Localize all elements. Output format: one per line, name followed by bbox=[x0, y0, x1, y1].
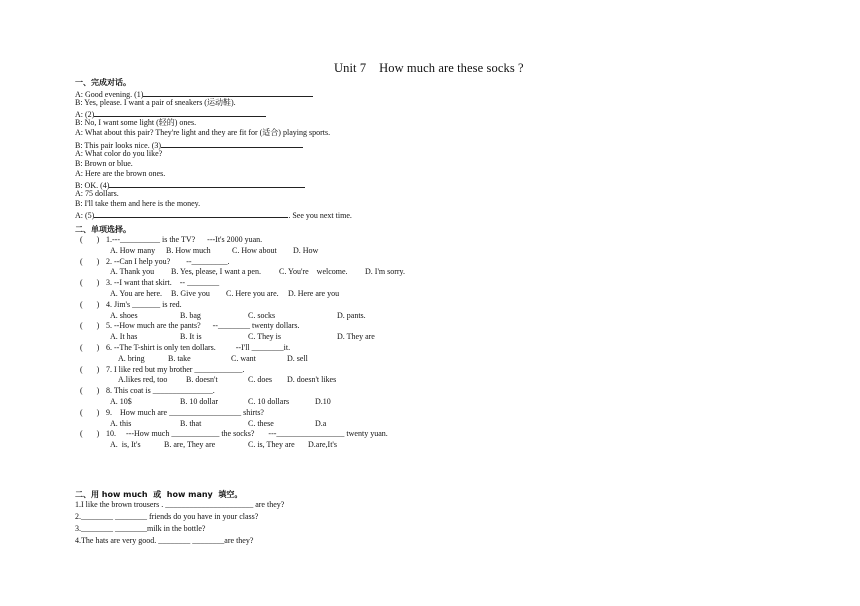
answer-parenthesis[interactable]: ( ) bbox=[80, 386, 100, 396]
dialogue-line bbox=[75, 98, 236, 108]
section3-heading: 二、用 how much 或 how many 填空。 bbox=[75, 490, 243, 499]
question-text: 8. This coat is _______________. bbox=[106, 386, 215, 396]
dialogue-text: A: What about this pair? They're light and they are fit for (适合) playing sports. bbox=[75, 128, 331, 138]
answer-option[interactable]: B. doesn't bbox=[186, 375, 218, 385]
answer-blank[interactable] bbox=[161, 139, 303, 148]
answer-option[interactable]: D. Here are you bbox=[288, 289, 340, 298]
dialogue-line bbox=[75, 169, 165, 179]
dialogue-text: A: Good evening. (1) bbox=[75, 90, 144, 99]
answer-option[interactable]: C. socks bbox=[248, 310, 276, 320]
answer-option[interactable]: C. Here you are. bbox=[226, 289, 279, 298]
dialogue-text: A: Here are the brown ones. bbox=[75, 168, 166, 178]
dialogue-text: A: What color do you like? bbox=[75, 148, 163, 158]
answer-option[interactable]: A. shoes bbox=[110, 310, 138, 320]
fill-in-line: 1.I like the brown trousers . ______________________ are they? bbox=[75, 500, 285, 509]
dialogue-text: B: This pair looks nice. (3) bbox=[75, 140, 162, 150]
answer-option[interactable]: B. It is bbox=[180, 332, 202, 342]
answer-parenthesis[interactable]: ( ) bbox=[80, 364, 100, 374]
page-title: Unit 7 How much are these socks ? bbox=[334, 61, 524, 75]
question-text: 6. --The T-shirt is only ten dollars. --I'll ________it. bbox=[106, 343, 291, 352]
answer-option[interactable]: D.a bbox=[315, 418, 327, 428]
fill-in-line: 4.The hats are very good. ________ ________are they? bbox=[75, 536, 254, 546]
answer-option[interactable]: B. 10 dollar bbox=[180, 397, 218, 406]
answer-parenthesis[interactable]: ( ) bbox=[80, 321, 100, 331]
fill-in-line: 3.________ ________milk in the bottle? bbox=[75, 524, 206, 534]
section2-heading: 二、单项选择。 bbox=[75, 225, 131, 234]
answer-blank[interactable] bbox=[143, 88, 313, 97]
question-text: 10. ---How much ____________ the socks? ---_________________ twenty yuan. bbox=[106, 429, 388, 439]
answer-option[interactable]: B. take bbox=[168, 353, 191, 363]
answer-option[interactable]: B. that bbox=[180, 418, 202, 428]
answer-option[interactable]: A. You are here. bbox=[110, 289, 162, 298]
answer-option[interactable]: A. is, It's bbox=[110, 440, 141, 450]
question-text: 3. --I want that skirt. -- ________ bbox=[106, 278, 220, 288]
section1-heading: 一、完成对话。 bbox=[75, 78, 131, 87]
answer-option[interactable]: A. Thank you bbox=[110, 267, 155, 277]
answer-parenthesis[interactable]: ( ) bbox=[80, 278, 100, 288]
question-text: 1.---__________ is the TV? ---It's 2000 yuan. bbox=[106, 235, 263, 244]
answer-option[interactable]: B. Yes, please, I want a pen. bbox=[171, 267, 261, 277]
answer-parenthesis[interactable]: ( ) bbox=[80, 343, 100, 352]
answer-option[interactable]: C. is, They are bbox=[248, 440, 295, 450]
answer-option[interactable]: B. How much bbox=[166, 245, 211, 255]
dialogue-text: B: I'll take them and here is the money. bbox=[75, 199, 201, 209]
answer-option[interactable]: D. How bbox=[293, 245, 319, 255]
dialogue-text: B: OK. (4) bbox=[75, 180, 110, 190]
dialogue-text: A: (5) bbox=[75, 211, 95, 221]
answer-parenthesis[interactable]: ( ) bbox=[80, 299, 100, 309]
dialogue-text: A: (2) bbox=[75, 110, 95, 120]
dialogue-line bbox=[75, 199, 200, 209]
question-text: 9. How much are __________________ shirts? bbox=[106, 407, 264, 417]
dialogue-line bbox=[75, 209, 352, 221]
answer-option[interactable]: B. bag bbox=[180, 310, 201, 320]
question-text: 5. --How much are the pants? --________ twenty dollars. bbox=[106, 321, 300, 331]
dialogue-line bbox=[75, 118, 196, 128]
dialogue-text: B: Brown or blue. bbox=[75, 158, 133, 168]
answer-option[interactable]: D. sell bbox=[287, 353, 308, 363]
answer-option[interactable]: A.likes red, too bbox=[118, 375, 168, 385]
question-text: 7. I like red but my brother ____________. bbox=[106, 364, 245, 374]
answer-option[interactable]: C. want bbox=[231, 353, 256, 363]
answer-option[interactable]: A. this bbox=[110, 418, 132, 428]
dialogue-text: A: 75 dollars. bbox=[75, 189, 119, 198]
dialogue-text: B: Yes, please. I want a pair of sneakers (运动鞋). bbox=[75, 98, 236, 108]
answer-parenthesis[interactable]: ( ) bbox=[80, 407, 100, 417]
answer-blank[interactable] bbox=[109, 179, 305, 188]
answer-parenthesis[interactable]: ( ) bbox=[80, 429, 100, 439]
answer-option[interactable]: A. It has bbox=[110, 332, 138, 342]
answer-option[interactable]: D. They are bbox=[337, 332, 375, 342]
dialogue-text: B: No, I want some light (轻的) ones. bbox=[75, 118, 197, 128]
answer-option[interactable]: D.are,It's bbox=[308, 440, 337, 450]
answer-option[interactable]: C. does bbox=[248, 375, 272, 385]
answer-option[interactable]: B. are, They are bbox=[164, 440, 216, 450]
dialogue-line bbox=[75, 149, 162, 159]
answer-blank[interactable] bbox=[94, 108, 266, 117]
fill-in-line: 2.________ ________ friends do you have in your class? bbox=[75, 512, 259, 522]
answer-option[interactable]: A. 10$ bbox=[110, 397, 132, 406]
answer-option[interactable]: C. these bbox=[248, 418, 274, 428]
answer-option[interactable]: C. 10 dollars bbox=[248, 397, 290, 406]
question-text: 2. --Can I help you? --_________. bbox=[106, 256, 230, 266]
question-text: 4. Jim's _______ is red. bbox=[106, 299, 182, 309]
answer-parenthesis[interactable]: ( ) bbox=[80, 256, 100, 266]
dialogue-text-tail: . See you next time. bbox=[288, 211, 352, 221]
answer-option[interactable]: D. doesn't likes bbox=[287, 375, 337, 385]
answer-option[interactable]: C. You're welcome. bbox=[279, 267, 348, 277]
answer-option[interactable]: D. I'm sorry. bbox=[365, 267, 406, 277]
answer-option[interactable]: B. Give you bbox=[171, 289, 210, 298]
answer-option[interactable]: D.10 bbox=[315, 397, 331, 406]
answer-option[interactable]: C. How about bbox=[232, 245, 277, 255]
answer-parenthesis[interactable]: ( ) bbox=[80, 235, 100, 244]
answer-option[interactable]: C. They is bbox=[248, 332, 281, 342]
answer-option[interactable]: A. How many bbox=[110, 245, 156, 255]
dialogue-line bbox=[75, 128, 330, 138]
answer-blank[interactable] bbox=[94, 209, 288, 218]
answer-option[interactable]: A. bring bbox=[118, 353, 145, 363]
dialogue-line bbox=[75, 159, 133, 169]
dialogue-line bbox=[75, 189, 119, 199]
answer-option[interactable]: D. pants. bbox=[337, 310, 366, 320]
